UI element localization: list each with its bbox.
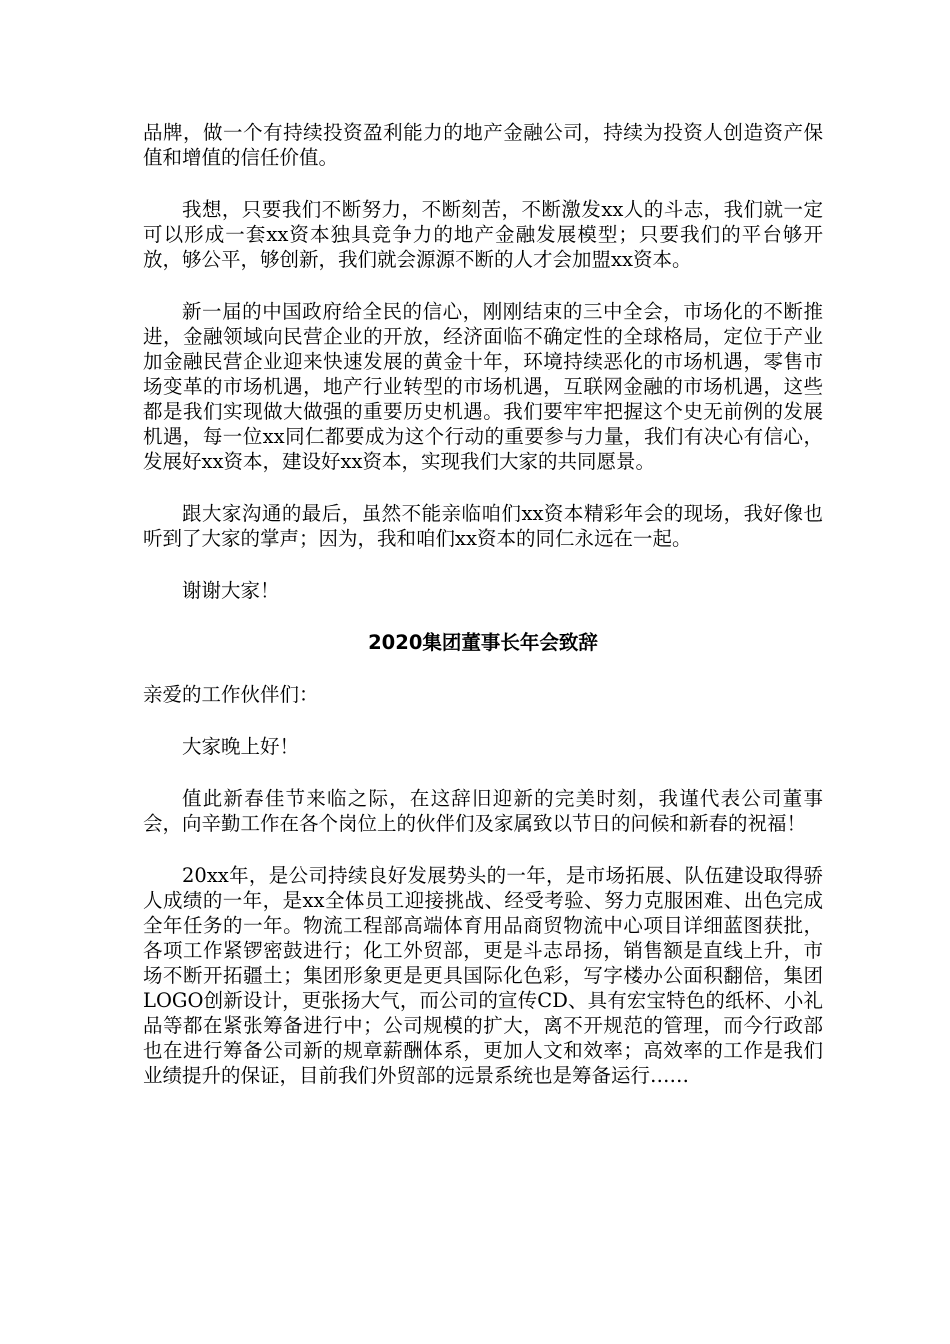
salutation: 亲爱的工作伙伴们：: [143, 683, 319, 706]
paragraph: 跟大家沟通的最后，虽然不能亲临咱们xx资本精彩年会的现场，我好像也听到了大家的掌声；因为，我和咱们xx资本的同仁永远在一起。: [143, 502, 823, 550]
paragraph: 大家晚上好！: [182, 735, 300, 758]
paragraph-continuation: 品牌，做一个有持续投资盈利能力的地产金融公司，持续为投资人创造资产保值和增值的信任价值。: [143, 121, 823, 169]
paragraph: 值此新春佳节来临之际，在这辞旧迎新的完美时刻，我谨代表公司董事会，向辛勤工作在各个岗位上的伙伴们及家属致以节日的问候和新春的祝福！: [143, 787, 823, 835]
document-body: [143, 120, 823, 1115]
paragraph: 20xx年，是公司持续良好发展势头的一年，是市场拓展、队伍建设取得骄人成绩的一年，是xx全体员工迎接挑战、经受考验、努力克服困难、出色完成全年任务的一年。物流工程部高端体育用品商贸物流中心项目详细蓝图获批，各项工作紧锣密鼓进行；化工外贸部，更是斗志昂扬，销售额是直线上升，市场不断开拓疆土；集团形象更是更具国际化色彩，写字楼办公面积翻倍，集团LOGO创新设计，更张扬大气，而公司的宣传CD、具有宏宝特色的纸杯、小礼品等都在紧张筹备进行中；公司规模的扩大，离不开规范的管理，而今行政部也在进行筹备公司新的规章薪酬体系，更加人文和效率；高效率的工作是我们业绩提升的保证，目前我们外贸部的远景系统也是筹备运行……: [143, 864, 823, 1087]
paragraph: 新一届的中国政府给全民的信心，刚刚结束的三中全会，市场化的不断推进，金融领域向民营企业的开放，经济面临不确定性的全球格局，定位于产业加金融民营企业迎来快速发展的黄金十年，环境持续恶化的市场机遇，零售市场变革的市场机遇，地产行业转型的市场机遇，互联网金融的市场机遇，这些都是我们实现做大做强的重要历史机遇。我们要牢牢把握这个史无前例的发展机遇，每一位xx同仁都要成为这个行动的重要参与力量，我们有决心有信心，发展好xx资本，建设好xx资本，实现我们大家的共同愿景。: [143, 300, 823, 473]
section-title: 2020集团董事长年会致辞: [368, 631, 598, 654]
paragraph: 我想，只要我们不断努力，不断刻苦，不断激发xx人的斗志，我们就一定可以形成一套xx资本独具竞争力的地产金融发展模型；只要我们的平台够开放，够公平，够创新，我们就会源源不断的人才会加盟xx资本。: [143, 198, 823, 271]
closing-thanks: 谢谢大家！: [182, 579, 280, 602]
